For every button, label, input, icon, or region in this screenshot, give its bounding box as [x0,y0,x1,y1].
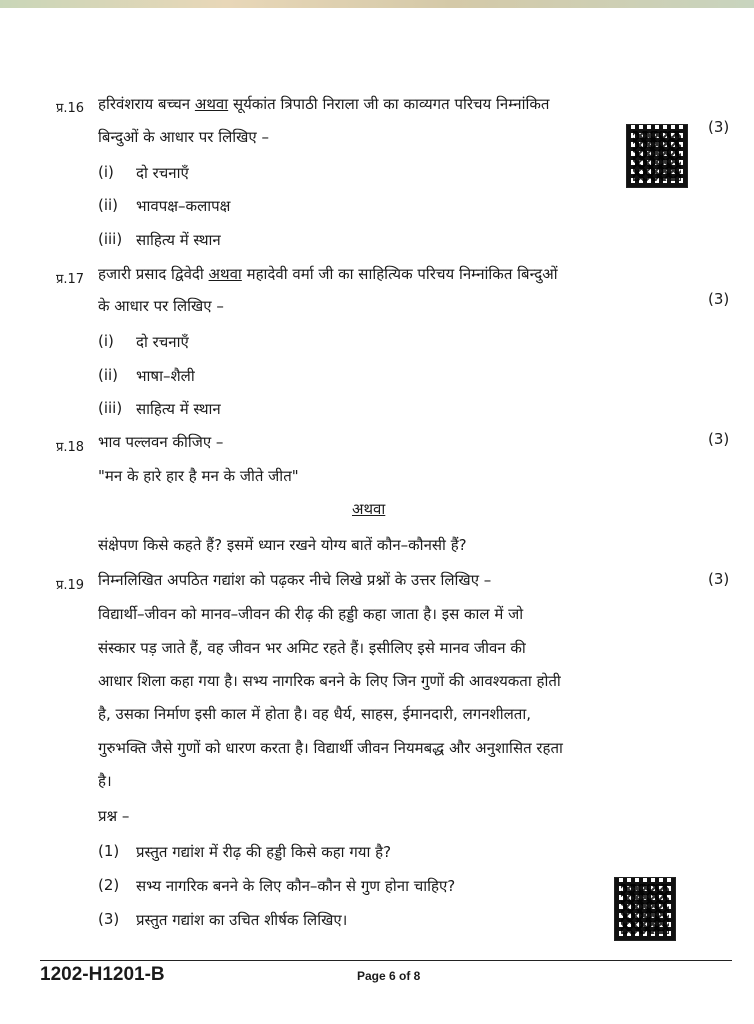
list-item [98,332,114,350]
passage-line: गुरुभक्ति जैसे गुणों को धारण करता है। विद्यार्थी जीवन नियमबद्ध और अनुशासित रहता [98,739,563,757]
alternate-question: संक्षेपण किसे कहते हैं? इसमें ध्यान रखने योग्य बातें कौन–कौनसी हैं? [98,536,467,554]
question-text: निम्नलिखित अपठित गद्यांश को पढ़कर नीचे लिखे प्रश्नों के उत्तर लिखिए – [98,571,492,589]
passage-line: संस्कार पड़ जाते हैं, वह जीवन भर अमिट रहते हैं। इसीलिए इसे मानव जीवन की [98,639,526,657]
sub-questions-heading: प्रश्न – [98,807,130,825]
list-item-text: भावपक्ष–कलापक्ष [136,197,231,215]
list-item [98,163,114,181]
marks: (3) [708,290,730,308]
list-item [98,196,118,214]
passage-line: है, उसका निर्माण इसी काल में होता है। वह धैर्य, साहस, ईमानदारी, लगनशीलता, [98,705,531,723]
marks: (3) [708,118,730,136]
question-text-part: हजारी प्रसाद द्विवेदी [98,265,204,283]
sub-question-num: (2) [98,876,120,894]
passage-line: विद्यार्थी–जीवन को मानव–जीवन की रीढ़ की हड्डी कहा जाता है। इस काल में जो [98,605,524,623]
list-item [98,366,118,384]
question-text-part: सूर्यकांत त्रिपाठी निराला जी का काव्यगत परिचय निम्नांकित [232,95,550,113]
list-item-text: दो रचनाएँ [136,333,189,351]
marks: (3) [708,570,730,588]
item-num: (i) [98,163,114,181]
passage-line: आधार शिला कहा गया है। सभ्य नागरिक बनने के लिए जिन गुणों की आवश्यकता होती [98,672,561,690]
list-item-text: दो रचनाएँ [136,164,189,182]
question-text [98,264,558,284]
or-word: अथवा [208,265,242,283]
paper-code: 1202-H1201-B [40,964,165,985]
qr-code [627,125,687,187]
question-number: प्र.16 [56,101,85,116]
question-number: प्र.18 [56,440,85,455]
footer-divider [40,960,732,961]
qr-code [615,878,675,940]
question-text-part: महादेवी वर्मा जी का साहित्यिक परिचय निम्नांकित बिन्दुओं [246,265,558,283]
question-text [98,94,549,114]
marks: (3) [708,430,730,448]
quote-line: "मन के हारे हार है मन के जीते जीत" [98,467,299,485]
question-text-line: के आधार पर लिखिए – [98,297,224,315]
sub-question-text: सभ्य नागरिक बनने के लिए कौन–कौन से गुण होना चाहिए? [136,877,456,895]
top-edge [0,0,754,8]
item-num: (iii) [98,399,123,417]
item-num: (i) [98,332,114,350]
sub-question-text: प्रस्तुत गद्यांश का उचित शीर्षक लिखिए। [136,911,348,929]
item-num: (iii) [98,230,123,248]
list-item [98,399,122,417]
passage-line: है। [98,772,112,790]
sub-question-text: प्रस्तुत गद्यांश में रीढ़ की हड्डी किसे कहा गया है? [136,843,392,861]
or-heading: अथवा [352,500,386,518]
sub-question-num: (3) [98,910,120,928]
question-number: प्र.19 [56,578,85,593]
page-number: Page 6 of 8 [357,969,421,983]
question-text-line: बिन्दुओं के आधार पर लिखिए – [98,128,269,146]
question-text: भाव पल्लवन कीजिए – [98,433,224,451]
list-item-text: साहित्य में स्थान [136,231,221,249]
item-num: (ii) [98,366,119,384]
list-item-text: साहित्य में स्थान [136,400,221,418]
question-number: प्र.17 [56,272,85,287]
list-item-text: भाषा–शैली [136,367,195,385]
sub-question-num: (1) [98,842,120,860]
question-text-part: हरिवंशराय बच्चन [98,95,191,113]
item-num: (ii) [98,196,119,214]
list-item [98,230,122,248]
or-word: अथवा [194,95,229,113]
